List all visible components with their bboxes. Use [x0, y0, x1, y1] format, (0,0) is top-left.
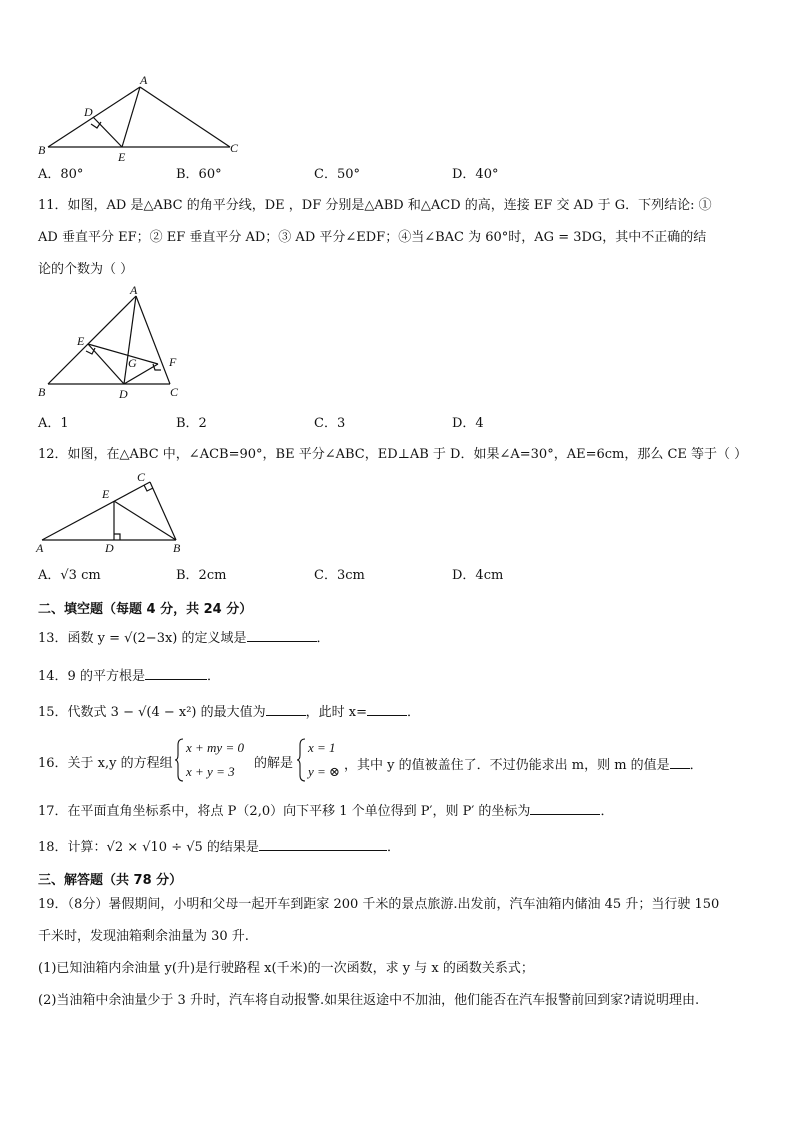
q17-suffix: ．: [600, 804, 614, 819]
fig11-label-c: C: [170, 385, 179, 399]
q17-prefix: 17．在平面直角坐标系中，将点 P（2,0）向下平移 1 个单位得到 P′，则 P′ 的坐标为: [38, 804, 531, 819]
q10-option-c[interactable]: C．50°: [314, 167, 360, 182]
q10-option-b[interactable]: B．60°: [176, 167, 222, 182]
fig11-label-f: F: [169, 355, 177, 369]
q15-blank-1[interactable]: [266, 703, 306, 716]
q16-middle: 的解是: [254, 756, 294, 771]
q17: [38, 802, 613, 820]
q15-prefix: 15．代数式 3 − √(4 − x²) 的最大值为: [38, 705, 266, 720]
q11-line-1: 11．如图，AD 是△ABC 的角平分线，DE ，DF 分别是△ABD 和△ACD 的高，连接 EF 交 AD 于 G．下列结论: ①: [38, 198, 712, 213]
q10-option-a[interactable]: A．80°: [38, 167, 84, 182]
q15-suffix: ．: [407, 705, 421, 720]
q18-blank[interactable]: [259, 838, 387, 851]
fig10-label-d: D: [84, 105, 93, 119]
q11-option-b[interactable]: B．2: [176, 416, 207, 431]
fig10-label-e: E: [118, 150, 126, 162]
fig12-label-e: E: [102, 487, 110, 501]
q16-suffix-line: [344, 756, 703, 774]
fig11-label-d: D: [119, 387, 128, 401]
q11-option-d[interactable]: D．4: [452, 416, 484, 431]
q11-line-2: AD 垂直平分 EF；② EF 垂直平分 AD；③ AD 平分∠EDF；④当∠BAC 为 60°时，AG = 3DG，其中不正确的结: [38, 230, 707, 245]
q14-prefix: 14．9 的平方根是: [38, 669, 145, 684]
fig12-label-d: D: [105, 541, 114, 555]
q12-option-c[interactable]: C．3cm: [314, 568, 365, 583]
q12-option-a[interactable]: A．√3 cm: [38, 568, 101, 583]
q16-prefix: 16．关于 x,y 的方程组: [38, 756, 173, 771]
fig12-label-b: B: [173, 541, 181, 555]
fig12-label-a: A: [36, 541, 44, 555]
q16-system-2-eq-1: x = 1: [308, 740, 336, 755]
fig12-label-c: C: [137, 470, 146, 484]
q16-system-2-eq-2: y = ⊗: [308, 764, 340, 779]
section-3-heading: 三、解答题（共 78 分）: [38, 873, 183, 888]
q13-blank[interactable]: [247, 629, 317, 642]
section-2-heading: 二、填空题（每题 4 分，共 24 分）: [38, 602, 253, 617]
q12-option-d[interactable]: D．4cm: [452, 568, 504, 583]
fig11-label-a: A: [130, 284, 138, 297]
fig11-label-g: G: [128, 356, 137, 370]
q19-line-3: (1)已知油箱内余油量 y(升)是行驶路程 x(千米)的一次函数，求 y 与 x 的函数关系式；: [38, 961, 534, 976]
q10-figure: [30, 72, 250, 162]
q11-figure: [30, 284, 200, 404]
q17-blank[interactable]: [530, 802, 600, 815]
fig10-label-b: B: [38, 143, 46, 157]
q16-brace-1: [174, 737, 184, 783]
fig11-label-b: B: [38, 385, 46, 399]
q11-option-a[interactable]: A．1: [38, 416, 69, 431]
q18-suffix: ．: [386, 840, 400, 855]
q19-line-2: 千米时，发现油箱剩余油量为 30 升.: [38, 929, 249, 944]
q12-option-b[interactable]: B．2cm: [176, 568, 227, 583]
q13: [38, 629, 330, 647]
q19-line-1: 19．（8分）暑假期间，小明和父母一起开车到距家 200 千米的景点旅游.出发前，汽车油箱内储油 45 升；当行驶 150: [38, 897, 720, 912]
q16-brace-2: [296, 737, 306, 783]
q19-line-4: (2)当油箱中余油量少于 3 升时，汽车将自动报警.如果往返途中不加油，他们能否在汽车报警前回到家?请说明理由.: [38, 993, 700, 1008]
q11-option-c[interactable]: C．3: [314, 416, 346, 431]
q10-option-d[interactable]: D．40°: [452, 167, 499, 182]
q12-line-1: 12．如图，在△ABC 中，∠ACB=90°，BE 平分∠ABC，ED⊥AB 于 D．如果∠A=30°，AE=6cm，那么 CE 等于（ ）: [38, 447, 748, 462]
q11-line-3: 论的个数为（ ）: [38, 262, 134, 277]
fig10-label-a: A: [140, 73, 148, 87]
q16-suffix: ，其中 y 的值被盖住了．不过仍能求出 m，则 m 的值是: [344, 758, 670, 773]
q15-blank-2[interactable]: [367, 703, 407, 716]
q16-system-1-eq-1: x + my = 0: [186, 740, 244, 755]
q13-suffix: ．: [316, 631, 330, 646]
q18-prefix: 18．计算：√2 × √10 ÷ √5 的结果是: [38, 840, 259, 855]
q16-end: ．: [689, 758, 703, 773]
q16-system-1-eq-2: x + y = 3: [186, 764, 235, 779]
q16-blank[interactable]: [670, 756, 690, 769]
q12-figure: [30, 468, 200, 558]
q13-prefix: 13．函数 y = √(2−3x) 的定义域是: [38, 631, 247, 646]
q14-blank[interactable]: [145, 667, 207, 680]
fig10-label-c: C: [230, 141, 239, 155]
q14-suffix: ．: [206, 669, 220, 684]
q18: [38, 838, 400, 856]
q14: [38, 667, 220, 685]
fig11-label-e: E: [77, 334, 85, 348]
q15-middle: ，此时 x=: [305, 705, 367, 720]
q15: [38, 703, 420, 721]
